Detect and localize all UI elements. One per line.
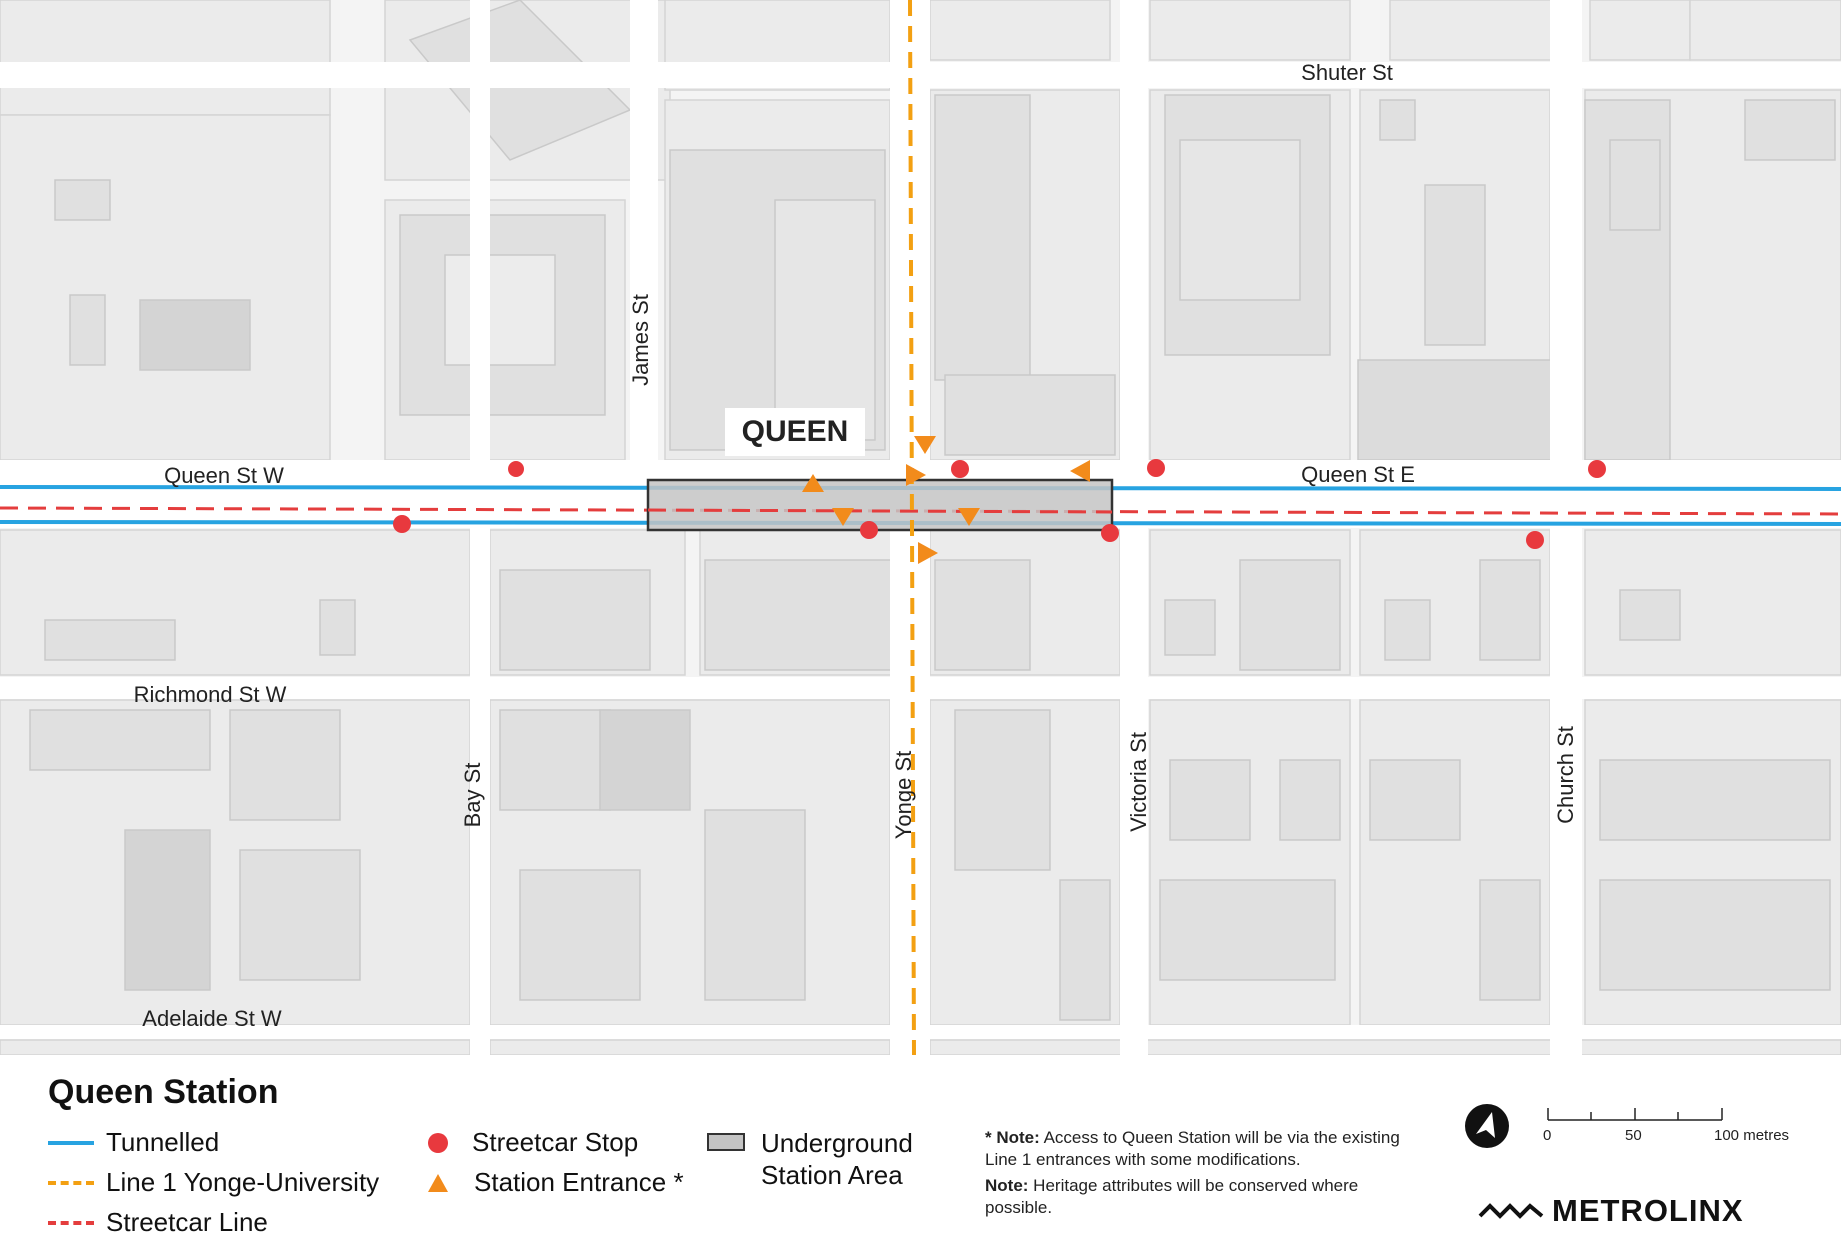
metrolinx-wordmark: METROLINX xyxy=(1552,1193,1744,1228)
streetcar-stop xyxy=(508,461,524,477)
legend-streetcar-stop-label: Streetcar Stop xyxy=(472,1127,639,1157)
metrolinx-logo-icon xyxy=(1478,1198,1544,1224)
streetcar-stop xyxy=(951,460,969,478)
underground-station-area xyxy=(648,480,1112,530)
streetcar-stop xyxy=(860,521,878,539)
legend-tunnelled xyxy=(48,1127,219,1158)
note-heritage xyxy=(985,1175,1415,1219)
street-label-queen-w: Queen St W xyxy=(164,463,284,488)
scale-label-100: 100 metres xyxy=(1714,1127,1790,1144)
street-label-richmond-w: Richmond St W xyxy=(133,682,287,707)
street-label-church: Church St xyxy=(1553,726,1578,824)
streetcar-stop xyxy=(393,515,411,533)
legend-streetcar-stop xyxy=(428,1127,638,1158)
scale-label-50: 50 xyxy=(1625,1127,1642,1144)
north-arrow-icon xyxy=(1464,1103,1510,1149)
tunnelled-swatch xyxy=(48,1141,94,1145)
legend-tunnelled-label: Tunnelled xyxy=(106,1127,220,1157)
note-access-text: Access to Queen Station will be via the existing Line 1 entrances with some modifications. xyxy=(985,1128,1400,1169)
note-access-label: * Note: xyxy=(985,1128,1040,1147)
legend-line1 xyxy=(48,1167,379,1198)
legend-station-area-label-2: Station Area xyxy=(761,1160,903,1190)
legend-streetcar-line xyxy=(48,1207,268,1238)
street-label-yonge: Yonge St xyxy=(891,750,916,840)
scale-label-0: 0 xyxy=(1543,1127,1552,1144)
station-entrance-icon xyxy=(428,1174,448,1192)
station-label: QUEEN xyxy=(741,415,849,448)
legend-station-area xyxy=(707,1127,913,1191)
street-label-queen-e: Queen St E xyxy=(1301,462,1415,487)
legend-station-area-label-1: Underground xyxy=(761,1128,913,1158)
street-label-shuter: Shuter St xyxy=(1301,60,1393,85)
streetcar-stop xyxy=(1526,531,1544,549)
streetcar-stop xyxy=(1588,460,1606,478)
streetcar-stop xyxy=(1147,459,1165,477)
note-heritage-label: Note: xyxy=(985,1176,1029,1195)
street-label-adelaide-w: Adelaide St W xyxy=(142,1006,282,1031)
legend-line1-label: Line 1 Yonge-University xyxy=(106,1167,380,1197)
legend-station-entrance xyxy=(428,1167,684,1198)
legend xyxy=(0,1055,1841,1255)
street-label-james: James St xyxy=(628,294,653,386)
scale-bar xyxy=(1546,1100,1726,1124)
metrolinx-brand xyxy=(1478,1193,1744,1229)
legend-streetcar-line-label: Streetcar Line xyxy=(106,1207,268,1237)
note-heritage-text: Heritage attributes will be conserved where possible. xyxy=(985,1176,1359,1217)
legend-title: Queen Station xyxy=(48,1073,279,1111)
streetcar-line-swatch xyxy=(48,1221,94,1225)
street-label-victoria: Victoria St xyxy=(1126,732,1151,832)
street-label-bay: Bay St xyxy=(460,762,485,828)
station-area-swatch xyxy=(707,1133,745,1151)
legend-station-entrance-label: Station Entrance * xyxy=(474,1167,684,1197)
streetcar-stop xyxy=(1101,524,1119,542)
note-access xyxy=(985,1127,1415,1171)
line1-swatch xyxy=(48,1181,94,1185)
streetcar-stop-icon xyxy=(428,1133,448,1153)
